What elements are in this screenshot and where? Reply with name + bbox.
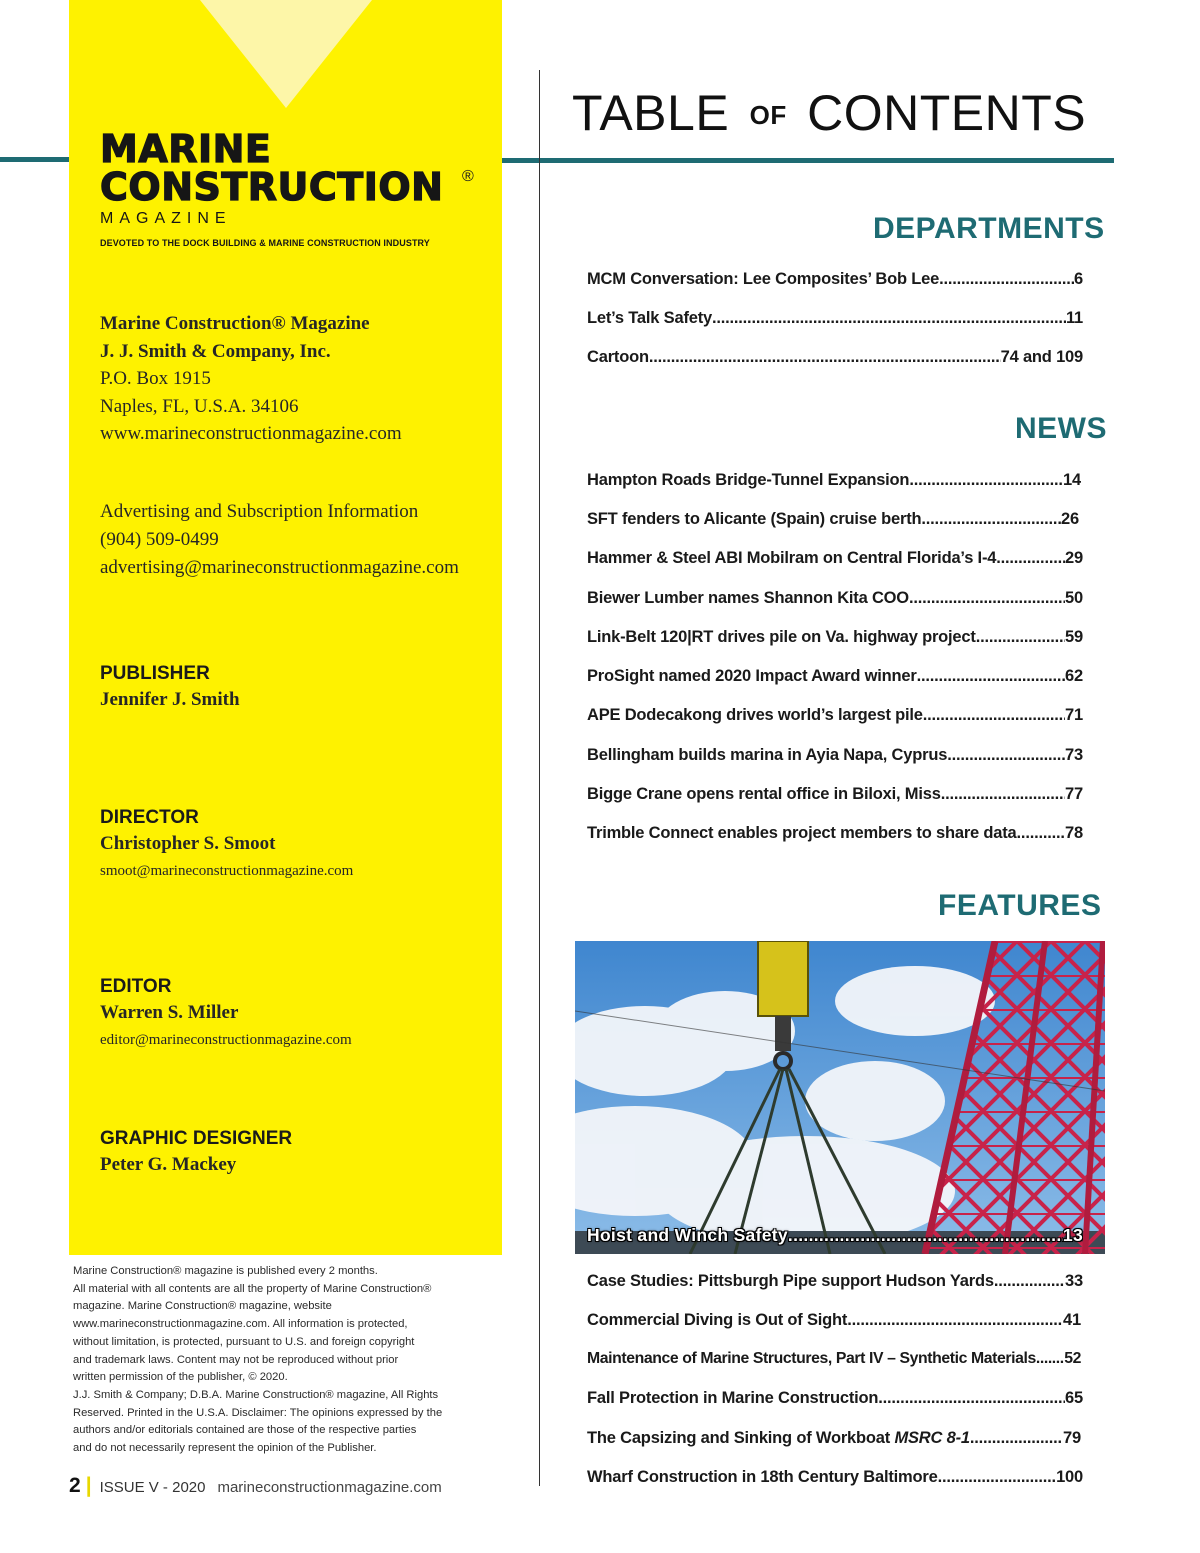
- staff-email[interactable]: editor@marineconstructionmagazine.com: [100, 1032, 352, 1048]
- advertising-email[interactable]: advertising@marineconstructionmagazine.com: [100, 557, 459, 578]
- header-rule-left: [0, 157, 69, 162]
- dot-leader: [1040, 1349, 1064, 1369]
- entry-page: 29: [1065, 549, 1083, 567]
- legal-line: and trademark laws. Content may not be reproduced without prior: [73, 1353, 399, 1366]
- entry-title: Case Studies: Pittsburgh Pipe support Hudson Yards: [587, 1272, 994, 1290]
- dot-leader: [947, 745, 1065, 765]
- address-line: Marine Construction® Magazine: [100, 313, 370, 334]
- entry-title: SFT fenders to Alicante (Spain) cruise berth: [587, 510, 922, 528]
- section-heading-departments: DEPARTMENTS: [873, 212, 1105, 245]
- entry-title: Cartoon: [587, 348, 649, 366]
- staff-name: Christopher S. Smoot: [100, 833, 276, 854]
- toc-entry[interactable]: [587, 627, 1083, 647]
- footer-separator: |: [85, 1474, 92, 1497]
- toc-entry[interactable]: [587, 1349, 1081, 1369]
- dot-leader: [939, 269, 1074, 289]
- toc-entry[interactable]: [587, 588, 1083, 608]
- entry-title: APE Dodecakong drives world’s largest pile: [587, 706, 923, 724]
- dot-leader: [923, 705, 1065, 725]
- feature-photo-hoist[interactable]: [575, 941, 1105, 1254]
- advertising-phone: (904) 509-0499: [100, 529, 219, 550]
- toc-entry[interactable]: [587, 347, 1083, 367]
- dot-leader: [996, 548, 1065, 568]
- section-heading-features: FEATURES: [938, 889, 1102, 922]
- entry-page: 41: [1063, 1311, 1081, 1329]
- logo-line-2: CONSTRUCTION: [100, 165, 444, 209]
- dot-leader: [1017, 823, 1066, 843]
- staff-graphic-designer: [100, 1127, 292, 1179]
- entry-title: Bellingham builds marina in Ayia Napa, Cyprus: [587, 746, 948, 764]
- entry-page: 65: [1065, 1389, 1083, 1407]
- dot-leader: [921, 509, 1061, 529]
- entry-title-text: The Capsizing and Sinking of Workboat: [587, 1429, 895, 1447]
- toc-entry[interactable]: [587, 548, 1083, 568]
- entry-title-italic: MSRC 8-1: [894, 1429, 970, 1447]
- entry-page: 26: [1061, 510, 1079, 528]
- dot-leader: [878, 1388, 1065, 1408]
- legal-notice: [73, 1263, 498, 1458]
- entry-title: Let’s Talk Safety: [587, 309, 712, 327]
- toc-entry[interactable]: [587, 470, 1081, 490]
- toc-entry[interactable]: [587, 1310, 1081, 1330]
- toc-entry[interactable]: [587, 509, 1079, 529]
- legal-line: written permission of the publisher, © 2020.: [73, 1371, 288, 1384]
- page-title: [572, 84, 1086, 142]
- entry-page: 62: [1065, 667, 1083, 685]
- dot-leader: [909, 588, 1065, 608]
- advertising-label: Advertising and Subscription Information: [100, 501, 419, 522]
- toc-entry[interactable]: [587, 745, 1083, 765]
- legal-line: magazine. Marine Construction® magazine, website: [73, 1300, 332, 1313]
- legal-line: J.J. Smith & Company; D.B.A. Marine Construction® magazine, All Rights: [73, 1388, 439, 1401]
- legal-line: Reserved. Printed in the U.S.A. Disclaimer: The opinions expressed by the: [73, 1406, 443, 1419]
- entry-page: 52: [1064, 1350, 1081, 1367]
- entry-page: 73: [1065, 746, 1083, 764]
- masthead-tagline: DEVOTED TO THE DOCK BUILDING & MARINE CONSTRUCTION INDUSTRY: [100, 238, 430, 248]
- publisher-address: [100, 310, 402, 448]
- magazine-logo: [100, 127, 490, 248]
- staff-director: [100, 806, 353, 884]
- entry-title: Link-Belt 120|RT drives pile on Va. highway project: [587, 628, 976, 646]
- entry-page: 11: [1065, 309, 1083, 327]
- entry-title: Biewer Lumber names Shannon Kita COO: [587, 589, 909, 607]
- entry-title: Wharf Construction in 18th Century Baltimore: [587, 1468, 938, 1486]
- entry-title: Fall Protection in Marine Construction: [587, 1389, 879, 1407]
- dot-leader: [712, 308, 1066, 328]
- entry-page: 79: [1063, 1429, 1081, 1447]
- website-link[interactable]: www.marineconstructionmagazine.com: [100, 423, 402, 444]
- page-number: 2: [69, 1474, 81, 1497]
- legal-line: without limitation, is protected, pursuant to U.S. and foreign copyright: [73, 1335, 415, 1348]
- issue-label: ISSUE V - 2020: [99, 1479, 206, 1496]
- staff-editor: [100, 975, 352, 1053]
- staff-publisher: [100, 662, 240, 714]
- staff-role: EDITOR: [100, 976, 172, 997]
- logo-magazine-word: MAGAZINE: [100, 210, 232, 227]
- toc-entry[interactable]: [587, 666, 1083, 686]
- registered-mark: ®: [462, 168, 474, 185]
- toc-entry[interactable]: [587, 1428, 1081, 1448]
- entry-title: ProSight named 2020 Impact Award winner: [587, 667, 917, 685]
- entry-title: Hampton Roads Bridge-Tunnel Expansion: [587, 471, 910, 489]
- dot-leader: [938, 1467, 1057, 1487]
- header-rule-right: [502, 158, 1114, 163]
- dot-leader: [649, 347, 1001, 367]
- dot-leader: [917, 666, 1065, 686]
- legal-line: and do not necessarily represent the opinion of the Publisher.: [73, 1442, 377, 1455]
- dot-leader: [970, 1428, 1063, 1448]
- toc-entry[interactable]: [587, 269, 1083, 289]
- toc-entry[interactable]: [587, 784, 1083, 804]
- staff-email[interactable]: smoot@marineconstructionmagazine.com: [100, 863, 354, 879]
- footer-url[interactable]: marineconstructionmagazine.com: [217, 1479, 442, 1496]
- legal-line: www.marineconstructionmagazine.com. All information is protected,: [73, 1318, 408, 1331]
- address-line: Naples, FL, U.S.A. 34106: [100, 395, 299, 417]
- entry-title: Trimble Connect enables project members to share data: [587, 824, 1017, 842]
- logo-line-1: MARINE: [100, 127, 272, 171]
- entry-title: Maintenance of Marine Structures, Part IV – Synthetic Materials.: [587, 1350, 1040, 1367]
- staff-role: DIRECTOR: [100, 807, 199, 828]
- dot-leader: [976, 627, 1065, 647]
- address-line: J. J. Smith & Company, Inc.: [100, 340, 331, 362]
- page-footer: [69, 1474, 442, 1498]
- entry-title: Hammer & Steel ABI Mobilram on Central Florida’s I-4: [587, 549, 997, 567]
- toc-entry[interactable]: [587, 1467, 1083, 1487]
- section-heading-news: NEWS: [1015, 412, 1107, 445]
- staff-role: PUBLISHER: [100, 663, 210, 684]
- staff-name: Peter G. Mackey: [100, 1154, 237, 1175]
- entry-page: 50: [1065, 589, 1083, 607]
- dot-leader: [994, 1271, 1065, 1291]
- entry-title: Commercial Diving is Out of Sight: [587, 1311, 848, 1329]
- toc-entry[interactable]: [587, 1388, 1083, 1408]
- title-part: TABLE: [572, 85, 730, 141]
- dot-leader: [847, 1310, 1063, 1330]
- address-line: P.O. Box 1915: [100, 368, 211, 389]
- entry-page: 71: [1065, 706, 1083, 724]
- column-divider: [539, 70, 540, 1486]
- dot-leader: [788, 1225, 1063, 1246]
- entry-page: 74 and 109: [1000, 348, 1083, 366]
- staff-name: Jennifer J. Smith: [100, 689, 240, 710]
- title-part: CONTENTS: [807, 85, 1087, 141]
- dot-leader: [909, 470, 1063, 490]
- toc-entry[interactable]: [587, 823, 1083, 843]
- entry-title: Hoist and Winch Safety: [587, 1225, 788, 1245]
- legal-line: Marine Construction® magazine is published every 2 months.: [73, 1265, 378, 1277]
- toc-entry[interactable]: [587, 308, 1083, 328]
- staff-name: Warren S. Miller: [100, 1002, 239, 1023]
- entry-title: [587, 1428, 970, 1448]
- crane-photo-illustration: [575, 941, 1105, 1254]
- entry-page: 13: [1062, 1225, 1083, 1245]
- entry-page: 6: [1074, 270, 1083, 288]
- entry-page: 77: [1065, 785, 1083, 803]
- title-of: OF: [749, 99, 787, 130]
- legal-line: All material with all contents are all the property of Marine Construction®: [73, 1282, 432, 1295]
- notch-triangle: [200, 0, 372, 108]
- entry-page: 14: [1063, 471, 1081, 489]
- advertising-info: [100, 498, 459, 582]
- entry-page: 100: [1056, 1468, 1083, 1486]
- toc-entry[interactable]: [587, 1271, 1083, 1291]
- entry-page: 59: [1065, 628, 1083, 646]
- entry-title: MCM Conversation: Lee Composites’ Bob Lee: [587, 270, 940, 288]
- toc-entry[interactable]: [587, 705, 1083, 725]
- entry-page: 33: [1065, 1272, 1083, 1290]
- dot-leader: [941, 784, 1065, 804]
- legal-line: authors and/or editorials contained are those of the respective parties: [73, 1424, 417, 1437]
- entry-page: 78: [1065, 824, 1083, 842]
- photo-caption: [587, 1225, 1083, 1246]
- entry-title: Bigge Crane opens rental office in Biloxi, Miss: [587, 785, 941, 803]
- staff-role: GRAPHIC DESIGNER: [100, 1128, 293, 1149]
